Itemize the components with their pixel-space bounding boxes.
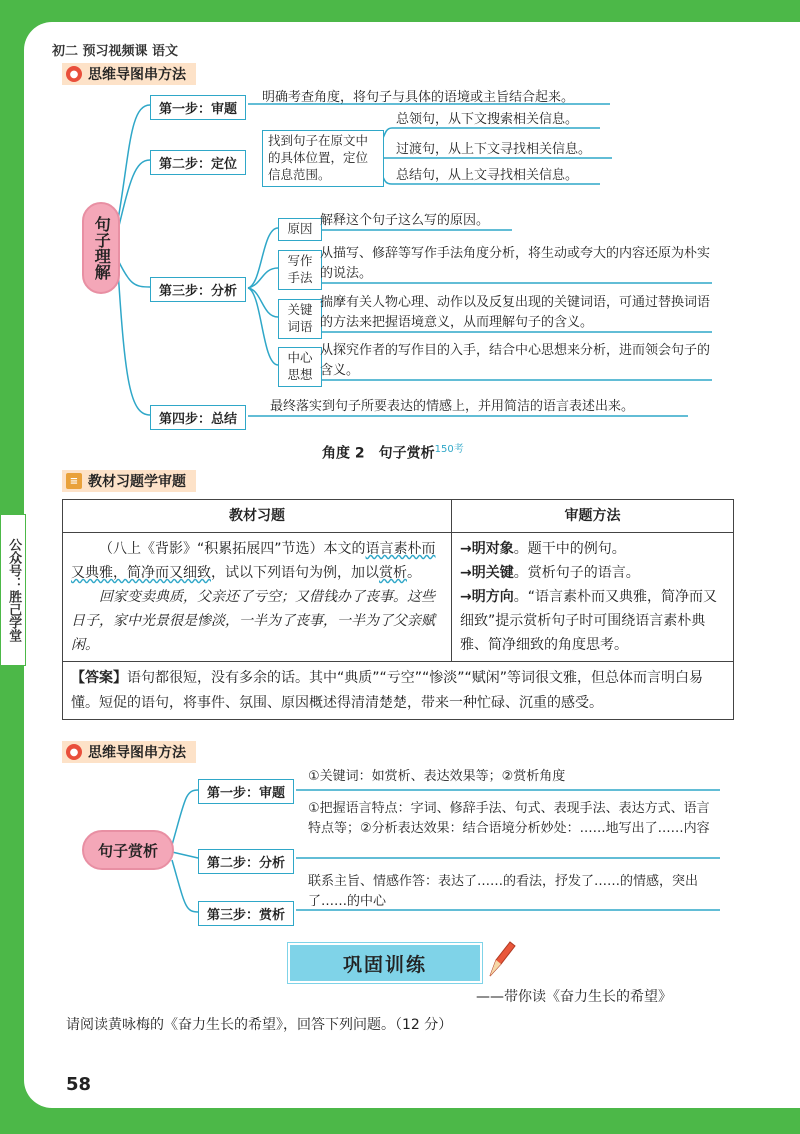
training-banner: 巩固训练 bbox=[288, 943, 482, 983]
step2-box: 找到句子在原文中的具体位置，定位信息范围。 bbox=[262, 130, 384, 187]
answer-text: 语句都很短，没有多余的话。其中“典质”“亏空”“惨淡”“赋闲”等词很文雅，但总体而言明白易懂。短促的语句，将事件、氛围、原因概述得清清楚楚，带来一种忙碌、沉重的感受。 bbox=[71, 670, 704, 711]
side-tab-text: 公众号：胜己学堂 bbox=[6, 538, 22, 642]
section-title-mindmap-1 bbox=[62, 63, 196, 85]
step3-text-keywords: 揣摩有关人物心理、动作以及反复出现的关键词语，可通过替换词语的方法来把握语境意义，从而理解句子的含义。 bbox=[320, 295, 711, 330]
step4-text: 最终落实到句子所要表达的情感上，并用简洁的语言表述出来。 bbox=[270, 399, 635, 414]
step2-item-2: 过渡句，从上下文寻找相关信息。 bbox=[396, 142, 592, 157]
method-3 bbox=[460, 585, 725, 657]
pencil-icon bbox=[482, 938, 516, 980]
angle-exam-count: 150考 bbox=[434, 444, 464, 455]
m2-step3-text: 联系主旨、情感作答：表达了……的看法，抒发了……的情感，突出了……的中心 bbox=[308, 874, 699, 909]
question-part: （八上《背影》“积累拓展四”节选）本文的 bbox=[99, 541, 366, 558]
method-2-head: →明关键 bbox=[460, 565, 514, 582]
col-header-method: 审题方法 bbox=[452, 500, 734, 533]
step3-tag-technique: 写作手法 bbox=[278, 250, 322, 290]
notebook-icon: ≡ bbox=[66, 473, 82, 489]
question-part: 。 bbox=[407, 565, 421, 582]
step2-label: 第二步：定位 bbox=[150, 150, 246, 175]
question-task-word: 赏析 bbox=[379, 565, 407, 582]
step3-tag-keywords: 关键词语 bbox=[278, 299, 322, 339]
question-part: ，试以下列语句为例，加以 bbox=[211, 565, 379, 582]
exercise-quote: 回家变卖典质，父亲还了亏空；又借钱办了丧事。这些日子，家中光景很是惨淡，一半为了丧事，一半为了父亲赋闲。 bbox=[71, 589, 435, 654]
mindmap-root-sentence-appreciation: 句子赏析 bbox=[82, 830, 174, 870]
training-instruction: 请阅读黄咏梅的《奋力生长的希望》，回答下列问题。（12 分） bbox=[66, 1017, 453, 1033]
step1-text: 明确考查角度，将句子与具体的语境或主旨结合起来。 bbox=[262, 90, 575, 105]
person-icon: ● bbox=[66, 66, 82, 82]
method-2-text: 。赏析句子的语言。 bbox=[513, 565, 640, 582]
method-cell bbox=[452, 533, 734, 662]
method-3-head: →明方向 bbox=[460, 589, 514, 606]
m2-step1-label: 第一步：审题 bbox=[198, 779, 294, 804]
training-subtitle: ——带你读《奋力生长的希望》 bbox=[476, 989, 672, 1005]
step2-item-1: 总领句，从下文搜索相关信息。 bbox=[396, 112, 579, 127]
step3-label: 第三步：分析 bbox=[150, 277, 246, 302]
step3-text-technique: 从描写、修辞等写作手法角度分析，将生动或夸大的内容还原为朴实的说法。 bbox=[320, 246, 711, 281]
step3-tag-reason: 原因 bbox=[278, 218, 322, 241]
m2-step2-label: 第二步：分析 bbox=[198, 849, 294, 874]
mindmap-root-sentence-understanding bbox=[82, 202, 120, 294]
step4-label: 第四步：总结 bbox=[150, 405, 246, 430]
answer-label: 【答案】 bbox=[71, 670, 127, 687]
method-1-text: 。题干中的例句。 bbox=[513, 541, 626, 558]
section-title-text: 思维导图串方法 bbox=[88, 67, 186, 83]
angle-title bbox=[322, 440, 464, 463]
section-title-mindmap-2 bbox=[62, 741, 196, 763]
section-title-text: 教材习题学审题 bbox=[88, 474, 186, 490]
method-2 bbox=[460, 561, 725, 585]
section-title-exercise bbox=[62, 470, 196, 492]
step1-label: 第一步：审题 bbox=[150, 95, 246, 120]
answer-cell bbox=[63, 662, 734, 719]
m2-step1-text: ①关键词：如赏析、表达效果等；②赏析角度 bbox=[308, 769, 566, 784]
method-1 bbox=[460, 537, 725, 561]
page-number: 58 bbox=[66, 1074, 92, 1095]
col-header-exercise: 教材习题 bbox=[63, 500, 452, 533]
step2-item-3: 总结句，从上文寻找相关信息。 bbox=[396, 168, 579, 183]
section-title-text: 思维导图串方法 bbox=[88, 745, 186, 761]
exercise-question bbox=[71, 537, 443, 585]
side-tab bbox=[0, 514, 26, 666]
method-1-head: →明对象 bbox=[460, 541, 514, 558]
step3-text-theme: 从探究作者的写作目的入手，结合中心思想来分析，进而领会句子的含义。 bbox=[320, 343, 711, 378]
person-icon: ● bbox=[66, 744, 82, 760]
method-3-text: 。“语言素朴而又典雅，简净而又细致”提示赏析句子时可围绕语言素朴典雅、简净细致的角度思考。 bbox=[460, 589, 717, 654]
exercise-table bbox=[62, 499, 734, 720]
angle-title-text: 角度 2 句子赏析 bbox=[322, 445, 435, 462]
m2-step2-text: ①把握语言特点：字词、修辞手法、句式、表现手法、表达方式、语言特点等；②分析表达效果：结合语境分析妙处：……地写出了……内容 bbox=[308, 801, 710, 836]
m2-step3-label: 第三步：赏析 bbox=[198, 901, 294, 926]
step3-tag-theme: 中心思想 bbox=[278, 347, 322, 387]
page-header: 初二 预习视频课 语文 bbox=[52, 44, 179, 59]
step3-text-reason: 解释这个句子这么写的原因。 bbox=[320, 213, 490, 228]
question-key-phrase: 语言素朴而又典雅，简净而又细致 bbox=[71, 541, 436, 582]
exercise-question-cell bbox=[63, 533, 452, 662]
root-label: 句子理解 bbox=[92, 216, 112, 280]
